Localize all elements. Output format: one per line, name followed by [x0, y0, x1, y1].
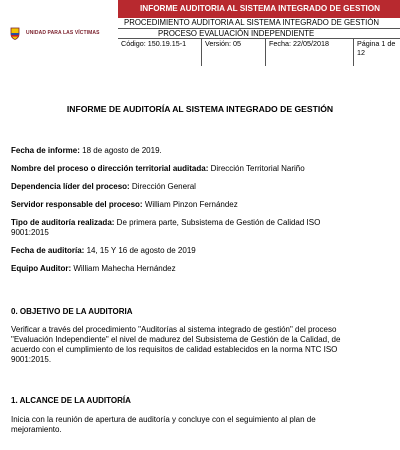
paragraph-line: "Evaluación Independiente" el nivel de madurez del Subsistema de Gestión de la Calidad, de [11, 335, 341, 344]
field-label: Fecha de informe: [11, 146, 80, 155]
field-value: William Pinzon Fernández [142, 200, 238, 209]
header-band-title: INFORME AUDITORIA AL SISTEMA INTEGRADO DE GESTION [118, 0, 400, 18]
section-heading-objetivo: 0. OBJETIVO DE LA AUDITORIA [11, 307, 133, 316]
field-label: Nombre del proceso o dirección territorial auditada: [11, 164, 209, 173]
header-pagina: Página 1 de 12 [357, 39, 396, 57]
header-version: Versión: 05 [202, 39, 266, 66]
field-label: Dependencia líder del proceso: [11, 182, 130, 191]
field-equipo-auditor [11, 264, 176, 273]
field-fecha-auditoria [11, 246, 196, 255]
paragraph-line: 9001:2015. [11, 355, 52, 364]
section-heading-alcance: 1. ALCANCE DE LA AUDITORÍA [11, 396, 131, 405]
field-label: Equipo Auditor: [11, 264, 72, 273]
header-fecha: Fecha: 22/05/2018 [266, 39, 354, 66]
field-fecha-informe [11, 146, 162, 155]
field-value: Dirección Territorial Nariño [208, 164, 305, 173]
header-codigo: Código: 150.19.15-1 [118, 39, 202, 66]
field-tipo-auditoria-cont [11, 228, 49, 237]
field-value: 14, 15 Y 16 de agosto de 2019 [84, 246, 196, 255]
logo-text: UNIDAD PARA LAS VÍCTIMAS [26, 30, 100, 36]
field-tipo-auditoria [11, 218, 320, 227]
paragraph-line: Verificar a través del procedimiento "Auditorías al sistema integrado de gestión" del proceso [11, 325, 337, 334]
field-value: 18 de agosto de 2019. [79, 146, 162, 155]
paragraph-alcance [11, 415, 400, 435]
logo [6, 0, 118, 66]
field-nombre-proceso [11, 164, 305, 173]
field-servidor [11, 200, 238, 209]
field-label: Servidor responsable del proceso: [11, 200, 143, 209]
field-label: Tipo de auditoría realizada: [11, 218, 115, 227]
paragraph-objetivo [11, 325, 400, 365]
header-procedure: PROCEDIMIENTO AUDITORIA AL SISTEMA INTEGRADO DE GESTIÓN [118, 18, 400, 29]
field-value: Dirección General [129, 182, 196, 191]
header-table [118, 0, 400, 66]
paragraph-line: Inicia con la reunión de apertura de auditoría y concluye con el seguimiento al plan de [11, 415, 316, 424]
paragraph-line: acuerdo con el cumplimiento de los requisitos de calidad establecidos en la norma NTC ISO [11, 345, 338, 354]
document-header [6, 0, 400, 66]
field-value: De primera parte, Subsistema de Gestión de Calidad ISO [114, 218, 321, 227]
header-process: PROCESO EVALUACIÓN INDEPENDIENTE [118, 29, 400, 39]
field-dependencia [11, 182, 196, 191]
paragraph-line: mejoramiento. [11, 425, 62, 434]
field-label: Fecha de auditoría: [11, 246, 85, 255]
field-value: William Mahecha Hernández [71, 264, 176, 273]
coat-of-arms-icon [10, 27, 20, 40]
field-value: 9001:2015 [11, 228, 49, 237]
document-title: INFORME DE AUDITORÍA AL SISTEMA INTEGRADO DE GESTIÓN [66, 104, 334, 114]
header-meta-row [118, 39, 400, 66]
